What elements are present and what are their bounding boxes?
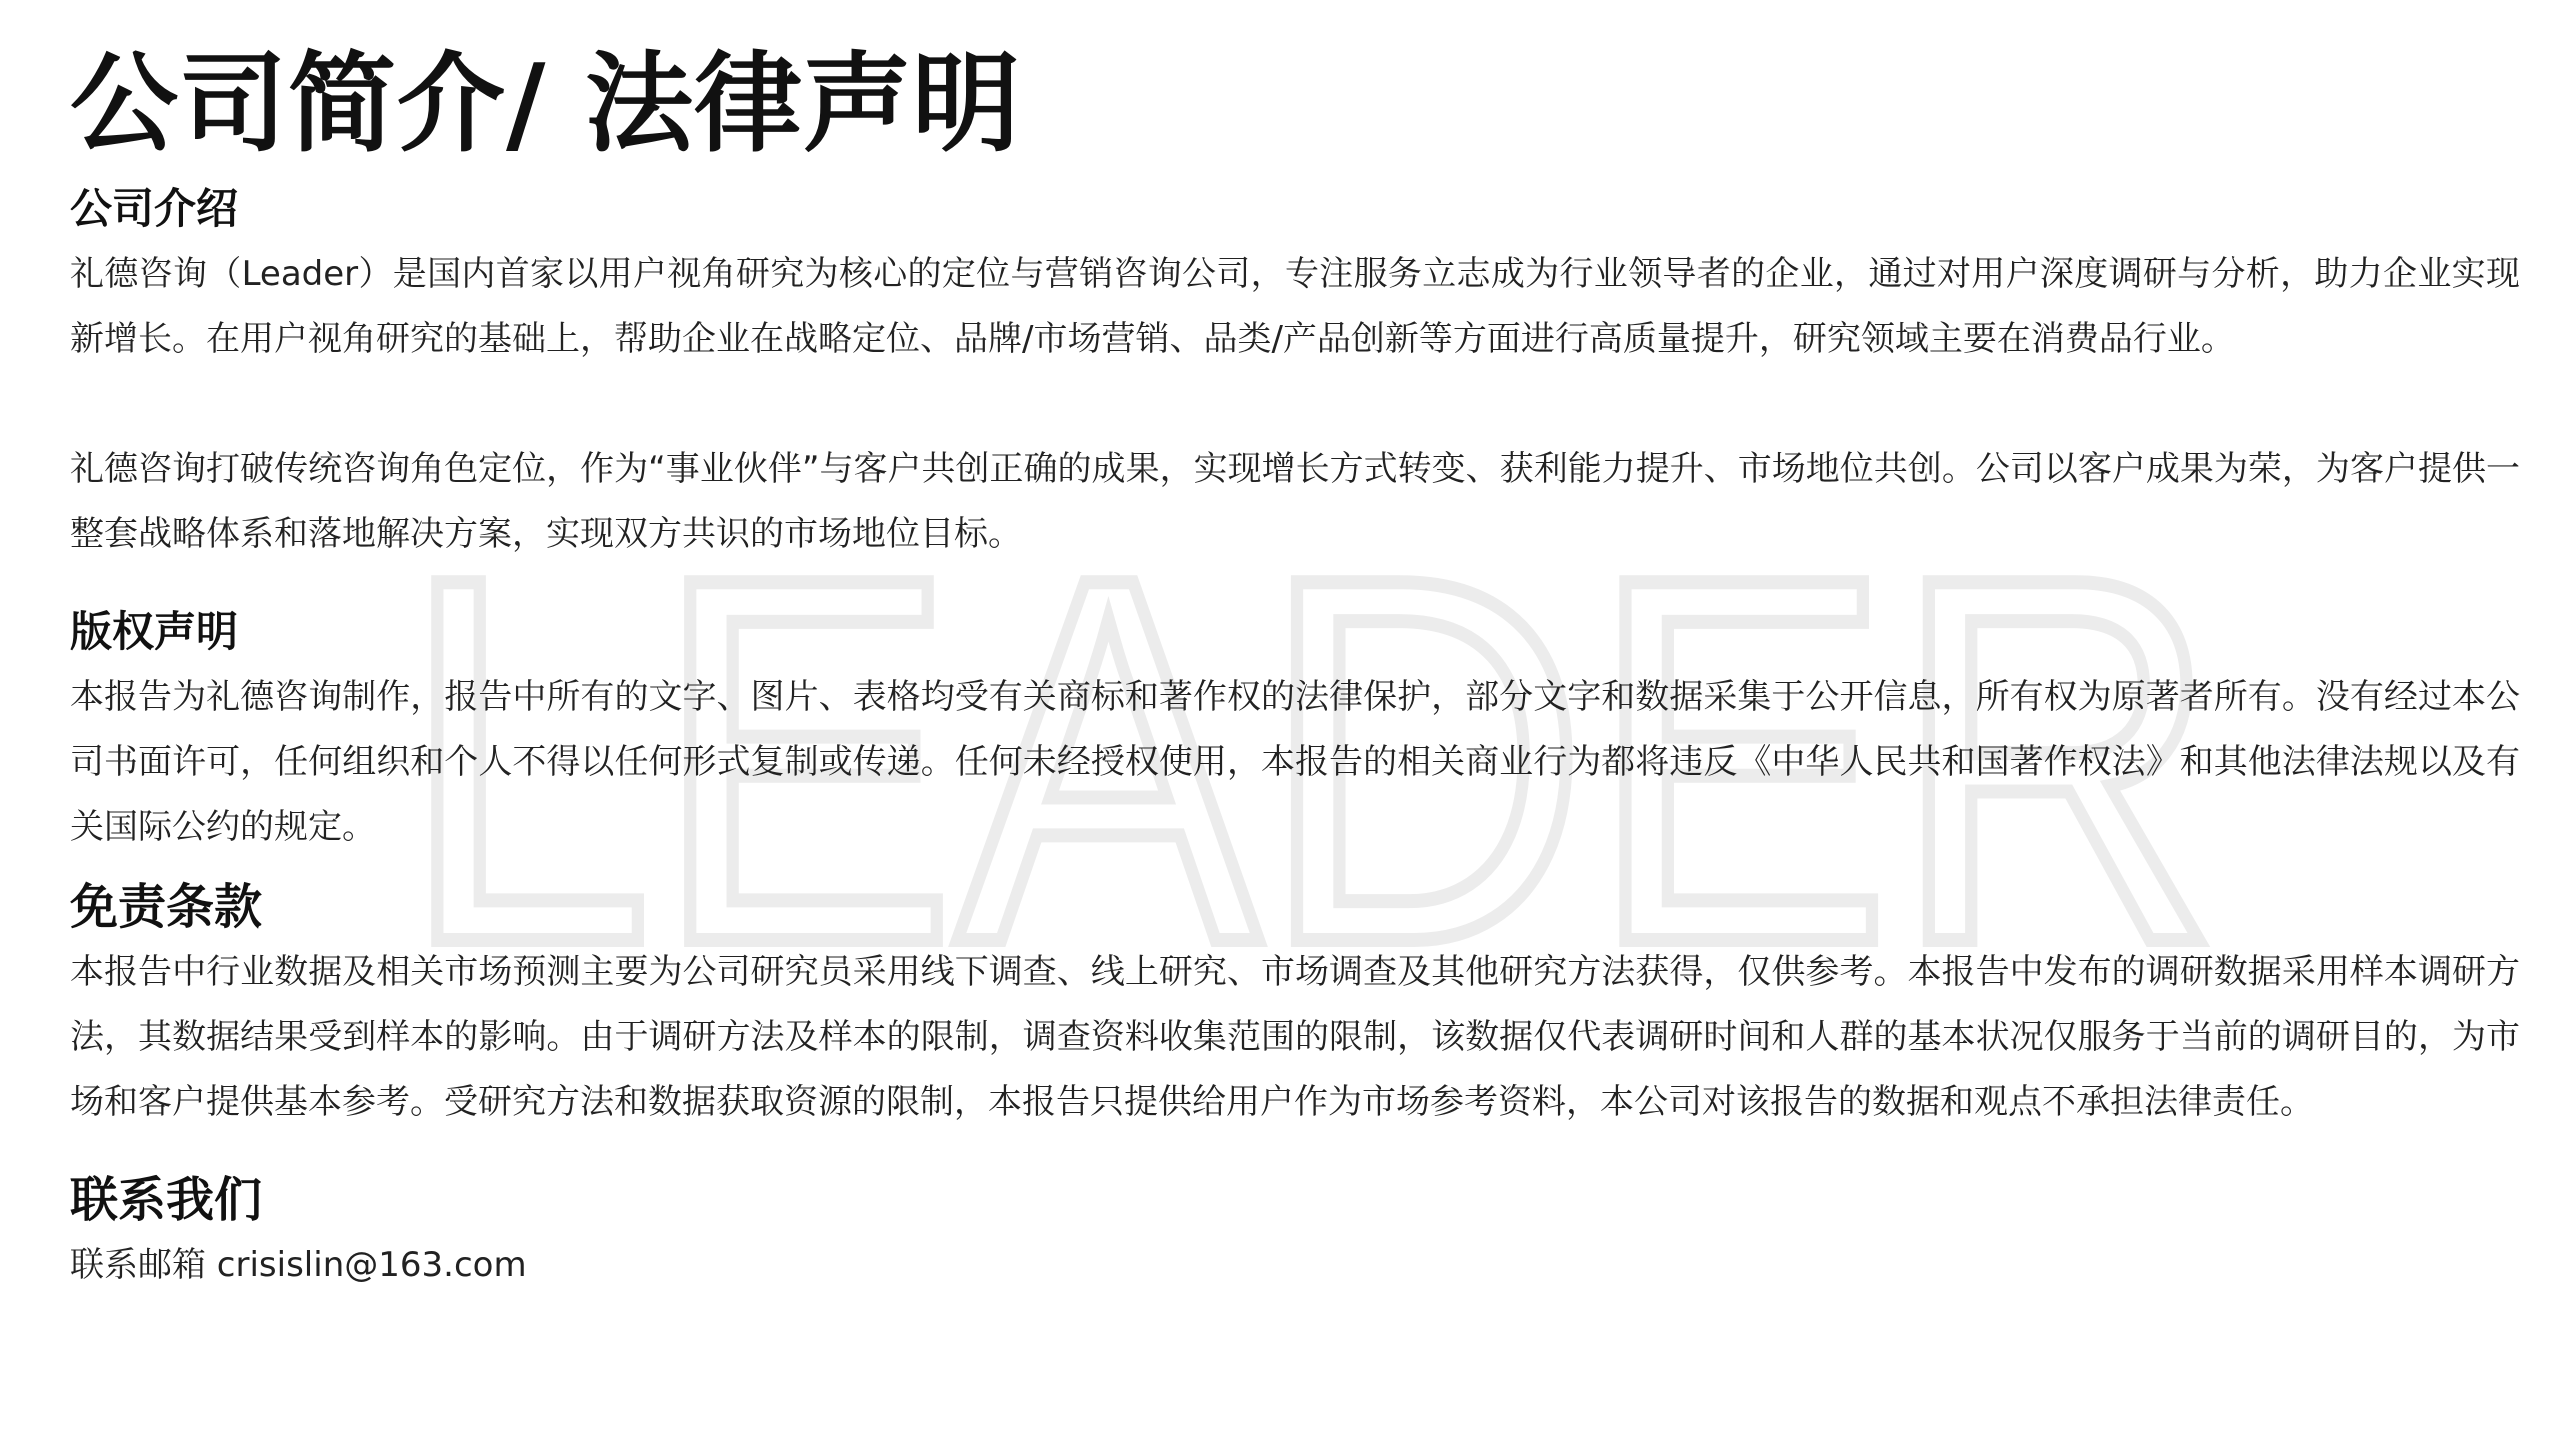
section-spacer	[70, 1135, 2520, 1171]
disclaimer-paragraph: 本报告中行业数据及相关市场预测主要为公司研究员采用线下调查、线上研究、市场调查及其他研究方法获得，仅供参考。本报告中发布的调研数据采用样本调研方法，其数据结果受到样本的影响。由于调研方法及样本的限制，调查资料收集范围的限制，该数据仅代表调研时间和人群的基本状况仅服务于当前的调研目的，为市场和客户提供基本参考。受研究方法和数据获取资源的限制，本报告只提供给用户作为市场参考资料，本公司对该报告的数据和观点不承担法律责任。	[70, 952, 2520, 1122]
page-title: 公司简介/ 法律声明	[70, 42, 1022, 167]
paragraph-spacer	[70, 372, 2520, 437]
contact-heading: 联系我们	[70, 1172, 263, 1228]
copyright-heading: 版权声明	[70, 607, 239, 656]
copyright-paragraph: 本报告为礼德咨询制作，报告中所有的文字、图片、表格均受有关商标和著作权的法律保护，部分文字和数据采集于公开信息，所有权为原著者所有。没有经过本公司书面许可，任何组织和个人不得以任何形式复制或传递。任何未经授权使用，本报告的相关商业行为都将违反《中华人民共和国著作权法》和其他法律法规以及有关国际公约的规定。	[70, 677, 2520, 847]
section-spacer	[70, 567, 2520, 603]
contact-section	[70, 1171, 2520, 1298]
company-intro-section	[70, 180, 2520, 567]
disclaimer-heading: 免责条款	[70, 879, 263, 935]
contact-email-line: 联系邮箱 crisislin@163.com	[70, 1245, 527, 1285]
disclaimer-section	[70, 878, 2520, 1135]
document-body	[70, 40, 2520, 1298]
company-intro-paragraph-2: 礼德咨询打破传统咨询角色定位，作为“事业伙伴”与客户共创正确的成果，实现增长方式转变、获利能力提升、市场地位共创。公司以客户成果为荣，为客户提供一整套战略体系和落地解决方案，实现双方共识的市场地位目标。	[70, 449, 2520, 554]
company-intro-heading: 公司介绍	[70, 184, 239, 233]
section-spacer	[70, 860, 2520, 878]
svg-text:LEADER: LEADER	[400, 520, 2220, 980]
company-intro-paragraph-1: 礼德咨询（Leader）是国内首家以用户视角研究为核心的定位与营销咨询公司，专注服务立志成为行业领导者的企业，通过对用户深度调研与分析，助力企业实现新增长。在用户视角研究的基础上，帮助企业在战略定位、品牌/市场营销、品类/产品创新等方面进行高质量提升，研究领域主要在消费品行业。	[70, 254, 2520, 359]
copyright-section	[70, 603, 2520, 860]
